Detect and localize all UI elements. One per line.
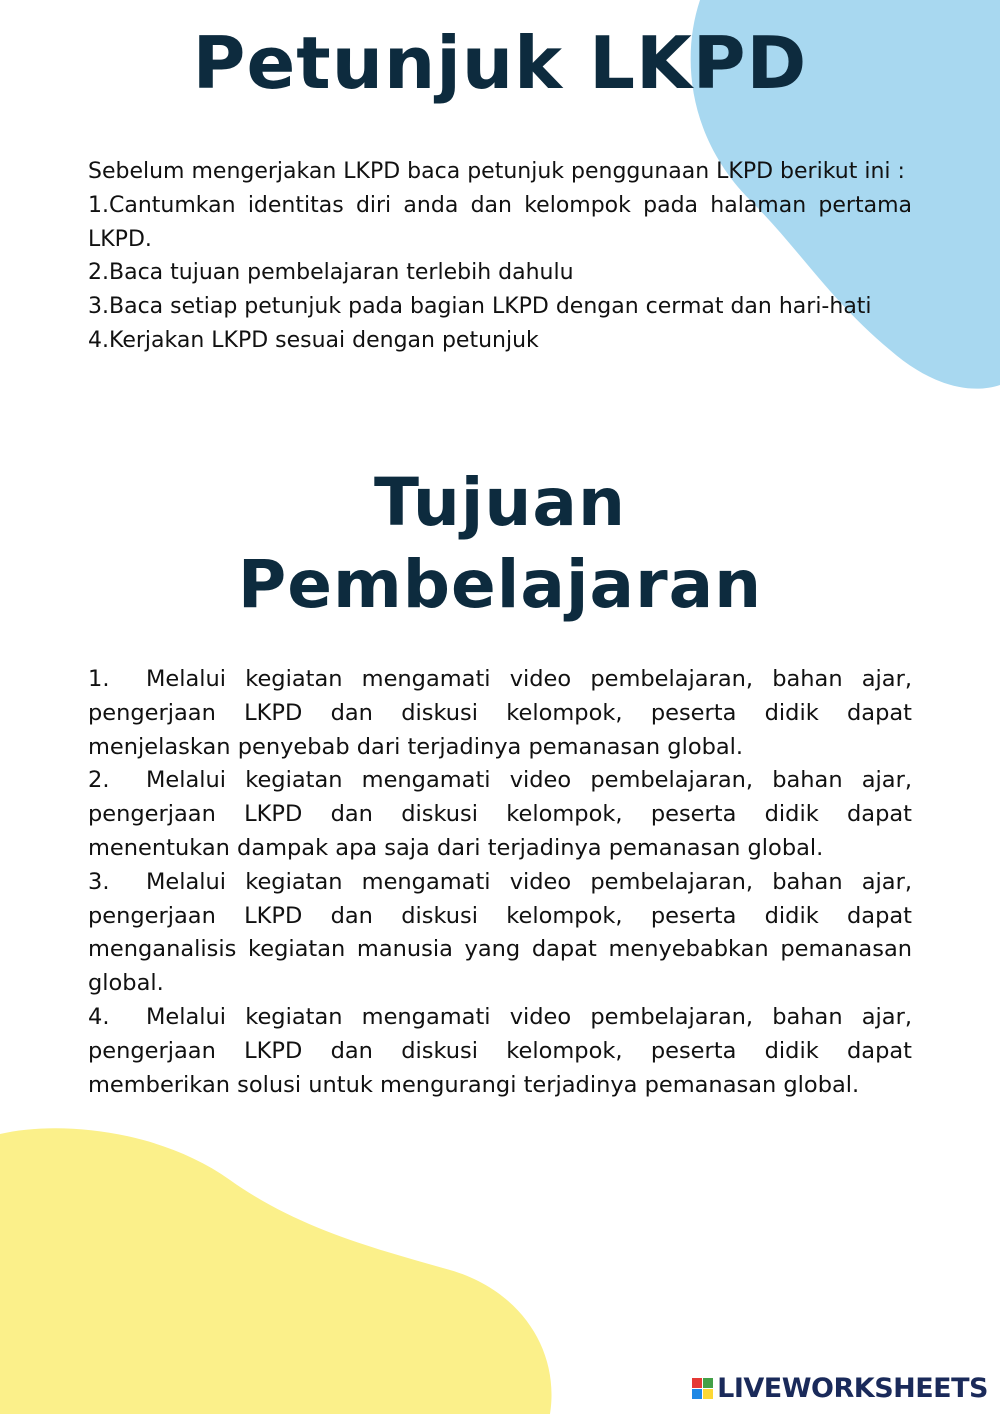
objective-text: Melalui kegiatan mengamati video pembelajaran, bahan ajar, pengerjaan LKPD dan diskusi kelompok, peserta didik dapat memberikan solusi untuk mengurangi terjadinya pemanasan global. [88, 1003, 912, 1098]
page-title-petunjuk: Petunjuk LKPD [192, 21, 808, 105]
objective-text: Melalui kegiatan mengamati video pembelajaran, bahan ajar, pengerjaan LKPD dan diskusi kelompok, peserta didik dapat menentukan dampak apa saja dari terjadinya pemanasan global. [88, 767, 912, 861]
objective-number: 3. [88, 868, 110, 895]
objective-text: Melalui kegiatan mengamati video pembelajaran, bahan ajar, pengerjaan LKPD dan diskusi kelompok, peserta didik dapat menganalisis kegiatan manusia yang dapat menyebabkan pemanasan global. [88, 868, 912, 997]
objective-number: 4. [88, 1003, 110, 1030]
objective-item [88, 764, 912, 865]
decorative-yellow-blob [0, 1120, 560, 1414]
liveworksheets-logo-icon [692, 1378, 713, 1399]
instructions-intro: Sebelum mengerjakan LKPD baca petunjuk penggunaan LKPD berikut ini : [88, 159, 905, 184]
section-title-line-2: Pembelajaran [237, 546, 763, 623]
instruction-step-4: 4.Kerjakan LKPD sesuai dengan petunjuk [88, 327, 539, 353]
objective-text: Melalui kegiatan mengamati video pembelajaran, bahan ajar, pengerjaan LKPD dan diskusi kelompok, peserta didik dapat menjelaskan penyebab dari terjadinya pemanasan global. [88, 666, 912, 760]
objectives-list [88, 663, 912, 1102]
objective-item [88, 1001, 912, 1102]
instructions-block [88, 155, 912, 358]
instruction-step-2: 2.Baca tujuan pembelajaran terlebih dahulu [88, 260, 574, 286]
liveworksheets-brand [692, 1373, 988, 1404]
objective-item [88, 663, 912, 764]
objective-number: 1. [88, 666, 110, 692]
section-title-tujuan [0, 462, 1000, 626]
section-title-line-1: Tujuan [374, 464, 626, 541]
instruction-step-3: 3.Baca setiap petunjuk pada bagian LKPD dengan cermat dan hari-hati [88, 294, 872, 320]
objective-item [88, 866, 912, 1001]
liveworksheets-logo-text: LIVEWORKSHEETS [717, 1373, 988, 1404]
objective-number: 2. [88, 767, 110, 794]
instruction-step-1: 1.Cantumkan identitas diri anda dan kelompok pada halaman pertama LKPD. [88, 192, 912, 252]
